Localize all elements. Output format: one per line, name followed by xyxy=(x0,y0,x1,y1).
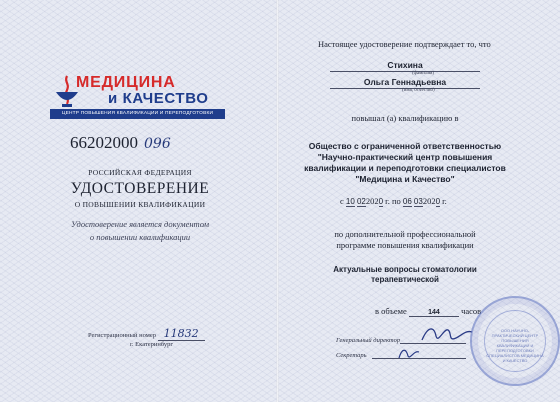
from-month: 02 xyxy=(356,197,366,206)
to-day: 06 xyxy=(402,197,412,206)
from-year-suffix: 0 xyxy=(378,197,384,206)
logo-subtitle: и КАЧЕСТВО xyxy=(108,90,209,107)
to-month: 03 xyxy=(413,197,423,206)
stamp-text: ООО НАУЧНО-ПРАКТИЧЕСКИЙ ЦЕНТР ПОВЫШЕНИЯ КВАЛИФИКАЦИИ И ПЕРЕПОДГОТОВКИ СПЕЦИАЛИСТОВ МЕДИЦИНА И КАЧЕСТВО xyxy=(486,328,544,363)
note-line-1: Удостоверение является документом xyxy=(70,219,210,229)
given-name: Ольга Геннадьевна xyxy=(330,77,480,89)
secretary-label: Секретарь xyxy=(336,352,367,359)
program-line-1: по дополнительной профессиональной xyxy=(334,229,476,239)
country: РОССИЙСКАЯ ФЕДЕРАЦИЯ xyxy=(88,168,192,177)
study-period xyxy=(340,196,447,206)
volume-suffix: часов xyxy=(461,306,482,316)
to-year-word: г. xyxy=(442,196,447,206)
course-line-1: Актуальные вопросы стоматологии xyxy=(333,265,477,274)
org-line-4: "Медицина и Качество" xyxy=(355,174,455,184)
reg-number: 11832 xyxy=(158,327,205,341)
course xyxy=(300,265,510,285)
name-label: (имя, отчество) xyxy=(402,88,435,93)
note xyxy=(40,218,240,244)
from-prefix: с xyxy=(340,196,344,206)
registration-number xyxy=(88,327,205,340)
reg-label: Регистрационный номер xyxy=(88,332,156,339)
surname: Стихина xyxy=(330,60,480,72)
intro-text: Настоящее удостоверение подтверждает то, что xyxy=(318,39,491,49)
director-label: Генеральный директор xyxy=(336,337,401,344)
logo-title: МЕДИЦИНА xyxy=(76,74,176,91)
to-year-prefix: 202 xyxy=(422,196,436,206)
from-day: 10 xyxy=(345,197,355,206)
director-signature xyxy=(418,322,474,346)
program xyxy=(300,229,510,251)
logo xyxy=(50,72,225,124)
course-line-2: терапевтической xyxy=(371,275,439,284)
number-handwritten: 096 xyxy=(144,136,171,152)
surname-label: (фамилия) xyxy=(412,71,435,76)
qualification-text: повышал (а) квалификацию в xyxy=(351,113,459,123)
number-printed: 66202000 xyxy=(70,133,138,152)
volume-prefix: в объеме xyxy=(375,306,407,316)
organization xyxy=(300,141,510,185)
page-fold xyxy=(276,0,279,402)
from-year-prefix: 202 xyxy=(365,196,379,206)
volume-hours: 144 xyxy=(409,309,459,317)
org-line-2: "Научно-практический центр повышения xyxy=(317,152,493,162)
note-line-2: о повышении квалификации xyxy=(89,232,191,242)
official-stamp xyxy=(470,296,560,386)
city: г. Екатеринбург xyxy=(130,341,174,348)
document-title: УДОСТОВЕРЕНИЕ xyxy=(70,180,210,197)
certificate-number xyxy=(70,133,171,153)
logo-band: ЦЕНТР ПОВЫШЕНИЯ КВАЛИФИКАЦИИ И ПЕРЕПОДГОТОВКИ xyxy=(50,109,225,119)
to-prefix: по xyxy=(391,196,401,206)
to-year-suffix: 0 xyxy=(435,197,441,206)
secretary-signature xyxy=(396,344,422,362)
from-year-word: г. xyxy=(385,196,390,206)
program-line-2: программе повышения квалификации xyxy=(336,240,474,250)
org-line-1: Общество с ограниченной ответственностью xyxy=(308,141,502,151)
org-line-3: квалификации и переподготовки специалистов xyxy=(304,163,506,173)
document-subtitle: О ПОВЫШЕНИИ КВАЛИФИКАЦИИ xyxy=(74,200,206,209)
volume xyxy=(375,306,481,317)
